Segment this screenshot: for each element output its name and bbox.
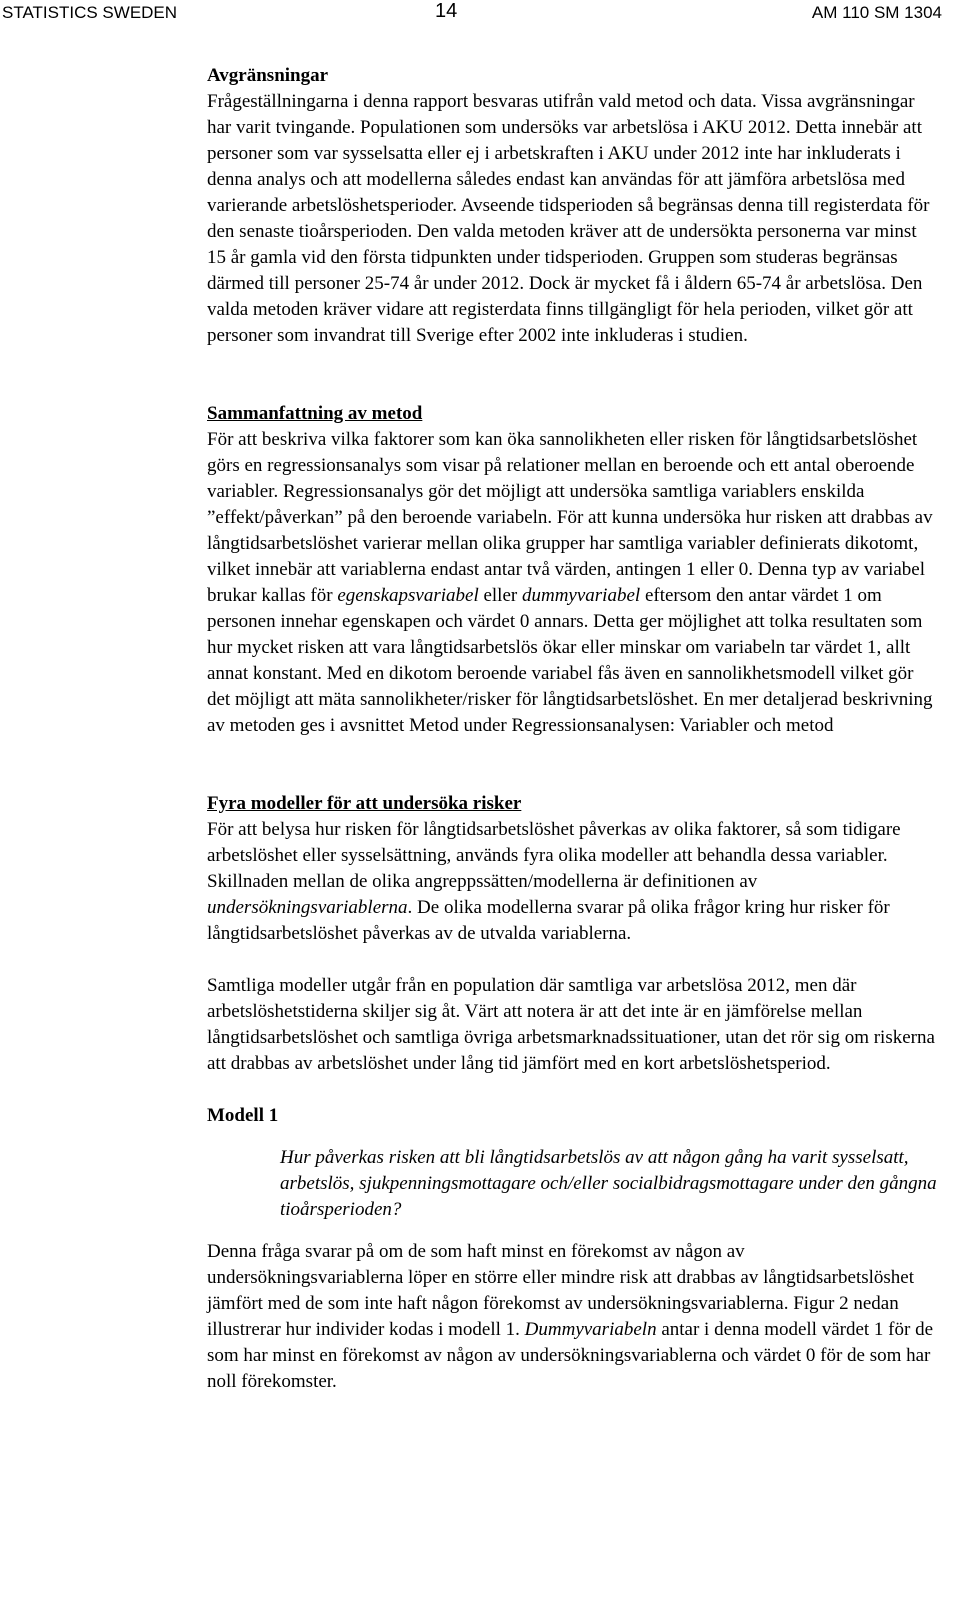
term-dummyvariabel: dummyvariabel bbox=[521, 585, 641, 606]
page-header bbox=[0, 0, 960, 26]
heading-fyra-modeller: Fyra modeller för att undersöka risker bbox=[207, 793, 522, 814]
header-org: STATISTICS SWEDEN bbox=[2, 3, 178, 22]
paragraph-sammanfattning: För att beskriva vilka faktorer som kan öka sannolikheten eller risken för långtidsarbetslöshet görs en regressionsanalys som visar på relationer mellan en beroende och ett antal oberoende variabler. Regressionsanalys gör det möjligt att undersöka samtliga variablers enskilda ”effekt/påverkan” på den beroende variabeln. För att kunna undersöka hur risken att drabbas av långtidsarbetslöshet varierar mellan olika grupper har samtliga variabler definierats dikotomt, vilket innebär att variablerna endast antar två värden, antingen 1 eller 0. Denna typ av variabel brukar kallas för egenskapsvariabel eller dummyvariabel eftersom den antar värdet 1 om personen innehar egenskapen och värdet 0 annars. Detta ger möjlighet att tolka resultaten som hur mycket risken att vara långtidsarbetslös ökar eller minskar om variabeln tar värdet 1, allt annat konstant. Med en dikotom beroende variabel fås även en sannolikhetsmodell vilket gör det möjligt att mäta sannolikheter/risker för långtidsarbetslöshet. En mer detaljerad beskrivning av metoden ges i avsnittet Metod under Regressionsanalysen: Variabler och metod bbox=[207, 429, 933, 736]
paragraph-avgransningar: Frågeställningarna i denna rapport besvaras utifrån vald metod och data. Vissa avgränsningar har varit tvingande. Populationen som undersöks var arbetslösa i AKU 2012. Detta innebär att personer som var sysselsatta eller ej i arbetskraften i AKU under 2012 inte har inkluderats i denna analys och att modellerna således endast kan användas för att jämföra arbetslösa med varierande arbetslöshetsperioder. Avseende tidsperioden så begränsas denna till registerdata för den senaste tioårsperioden. Den valda metoden kräver att de undersökta personerna var minst 15 år gamla vid den första tidpunkten under tidsperioden. Gruppen som studeras begränsas därmed till personer 25-74 år under 2012. Dock är mycket få i åldern 65-74 år arbetslösa. Den valda metoden kräver vidare att registerdata finns tillgängligt för hela perioden, vilket gör att personer som invandrat till Sverige efter 2002 inte inkluderas i studien. bbox=[207, 91, 930, 346]
heading-modell-1: Modell 1 bbox=[207, 1105, 279, 1126]
section-modell-1 bbox=[207, 1103, 937, 1395]
paragraph-fyra-modeller-2: Samtliga modeller utgår från en population där samtliga var arbetslösa 2012, men där arbetslöshetstiderna skiljer sig åt. Värt att notera är att det inte är en jämförelse mellan långtidsarbetslöshet och samtliga övriga arbetsmarknadssituationer, utan det rör sig om riskerna att drabbas av arbetslöshet under lång tid jämfört med en kort arbetslöshetsperiod. bbox=[207, 975, 935, 1074]
header-doc-id: AM 110 SM 1304 bbox=[811, 3, 942, 22]
document-body bbox=[207, 63, 937, 1395]
heading-avgransningar: Avgränsningar bbox=[207, 65, 329, 86]
heading-sammanfattning: Sammanfattning av metod bbox=[207, 403, 423, 424]
term-egenskapsvariabel: egenskapsvariabel bbox=[337, 585, 479, 606]
paragraph-fyra-modeller-1: För att belysa hur risken för långtidsarbetslöshet påverkas av olika faktorer, så som tidigare arbetslöshet eller sysselsättning, används fyra olika modeller att behandla dessa variabler. Skillnaden mellan de olika angreppssätten/modellerna är definitionen av undersökningsvariablerna. De olika modellerna svarar på olika frågor kring hur risker för långtidsarbetslöshet påverkas av de utvalda variablerna. bbox=[207, 819, 901, 944]
section-avgransningar bbox=[207, 63, 937, 349]
page-number: 14 bbox=[435, 0, 458, 22]
research-question: Hur påverkas risken att bli långtidsarbetslös av att någon gång ha varit sysselsatt, arbetslös, sjukpenningsmottagare och/eller socialbidragsmottagare under den gångna tioårsperioden? bbox=[280, 1147, 937, 1220]
section-fyra-modeller bbox=[207, 791, 937, 1077]
section-sammanfattning bbox=[207, 401, 937, 739]
paragraph-modell-1: Denna fråga svarar på om de som haft minst en förekomst av någon av undersökningsvariablerna löper en större eller mindre risk att drabbas av långtidsarbetslöshet jämfört med de som inte haft någon förekomst av undersökningsvariablerna. Figur 2 nedan illustrerar hur individer kodas i modell 1. Dummyvariabeln antar i denna modell värdet 1 för de som har minst en förekomst av någon av undersökningsvariablerna och värdet 0 för de som har noll förekomster. bbox=[207, 1241, 934, 1392]
term-dummyvariabeln: Dummyvariabeln bbox=[524, 1319, 657, 1340]
term-undersokningsvariablerna: undersökningsvariablerna bbox=[207, 897, 408, 918]
